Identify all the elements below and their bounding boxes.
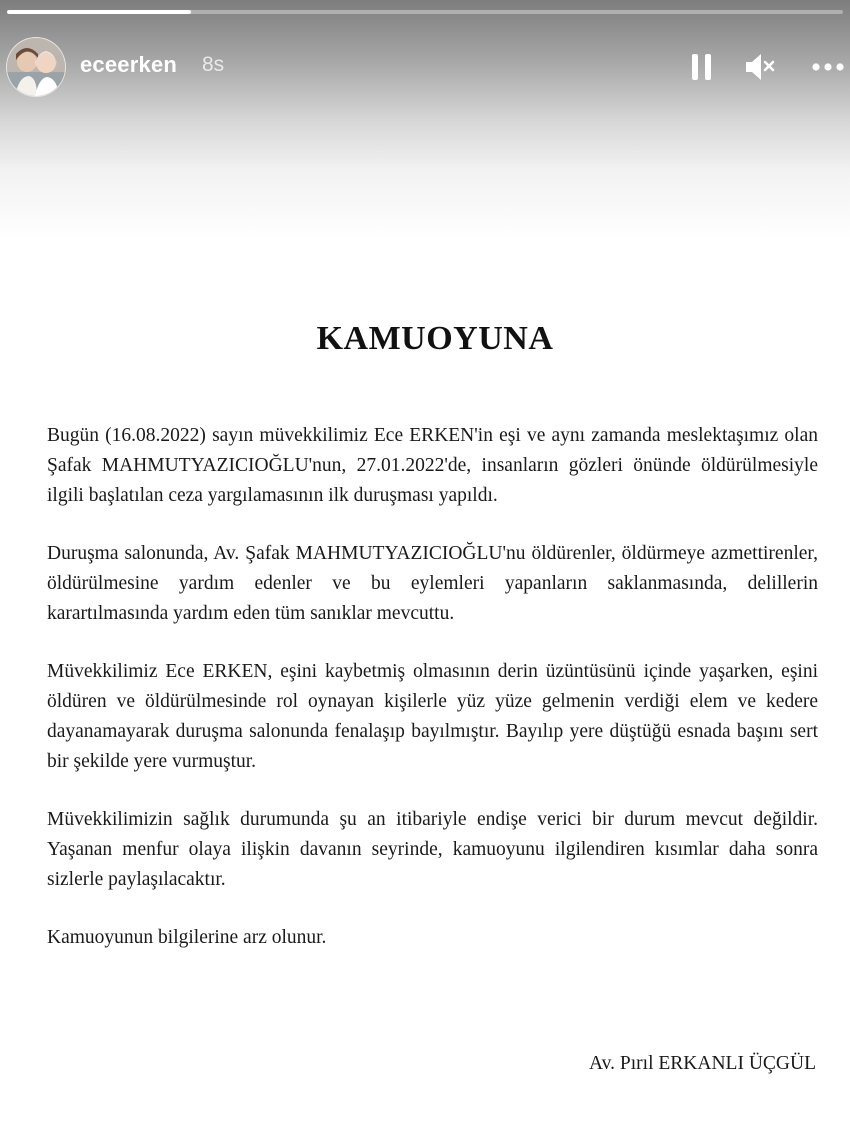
paragraph: Duruşma salonunda, Av. Şafak MAHMUTYAZICIOĞLU'nu öldürenler, öldürmeye azmettirenler, öldürülmesine yardım edenler ve bu eylemleri yapanların saklanmasında, delillerin karartılmasında yardım eden tüm sanıklar mevcuttu. bbox=[47, 543, 818, 624]
document-title: KAMUOYUNA bbox=[316, 320, 554, 357]
paragraph: Müvekkilimiz Ece ERKEN, eşini kaybetmiş olmasının derin üzüntüsünü içinde yaşarken, eşini öldüren ve öldürülmesinde rol oynayan kişilerle yüz yüze gelmenin verdiği elem ve kedere dayanamayarak duruşma salonunda fenalaşıp bayılmıştır. Bayılıp yere düştüğü esnada başını sert bir şekilde yere vurmuştur. bbox=[47, 661, 818, 772]
document-body bbox=[47, 421, 818, 953]
profile-avatar[interactable] bbox=[6, 37, 66, 97]
signature: Av. Pırıl ERKANLI ÜÇGÜL bbox=[589, 1053, 816, 1074]
story-progress-bar bbox=[7, 10, 843, 14]
profile-photo-icon bbox=[7, 38, 65, 96]
story-username[interactable]: eceerken bbox=[80, 52, 178, 77]
story-header bbox=[0, 0, 850, 250]
paragraph: Kamuoyunun bilgilerine arz olunur. bbox=[47, 927, 327, 948]
story-progress-fill bbox=[7, 10, 191, 14]
pause-icon bbox=[684, 50, 720, 84]
story-timestamp: 8s bbox=[202, 53, 225, 76]
pause-button[interactable] bbox=[684, 50, 720, 84]
speaker-muted-icon bbox=[742, 50, 778, 84]
paragraph: Bugün (16.08.2022) sayın müvekkilimiz Ece ERKEN'in eşi ve aynı zamanda meslektaşımız olan Şafak MAHMUTYAZICIOĞLU'nun, 27.01.2022'de, insanların gözleri önünde öldürülmesiyle ilgili başlatılan ceza yargılamasının ilk duruşması yapıldı. bbox=[47, 425, 818, 506]
mute-button[interactable] bbox=[742, 50, 778, 84]
more-options-icon bbox=[808, 50, 848, 84]
paragraph: Müvekkilimizin sağlık durumunda şu an itibariyle endişe verici bir durum mevcut değildir. Yaşanan menfur olaya ilişkin davanın seyrinde, kamuoyunu ilgilendiren kısımlar daha sonra sizlerle paylaşılacaktır. bbox=[47, 809, 818, 890]
more-options-button[interactable] bbox=[808, 50, 848, 84]
